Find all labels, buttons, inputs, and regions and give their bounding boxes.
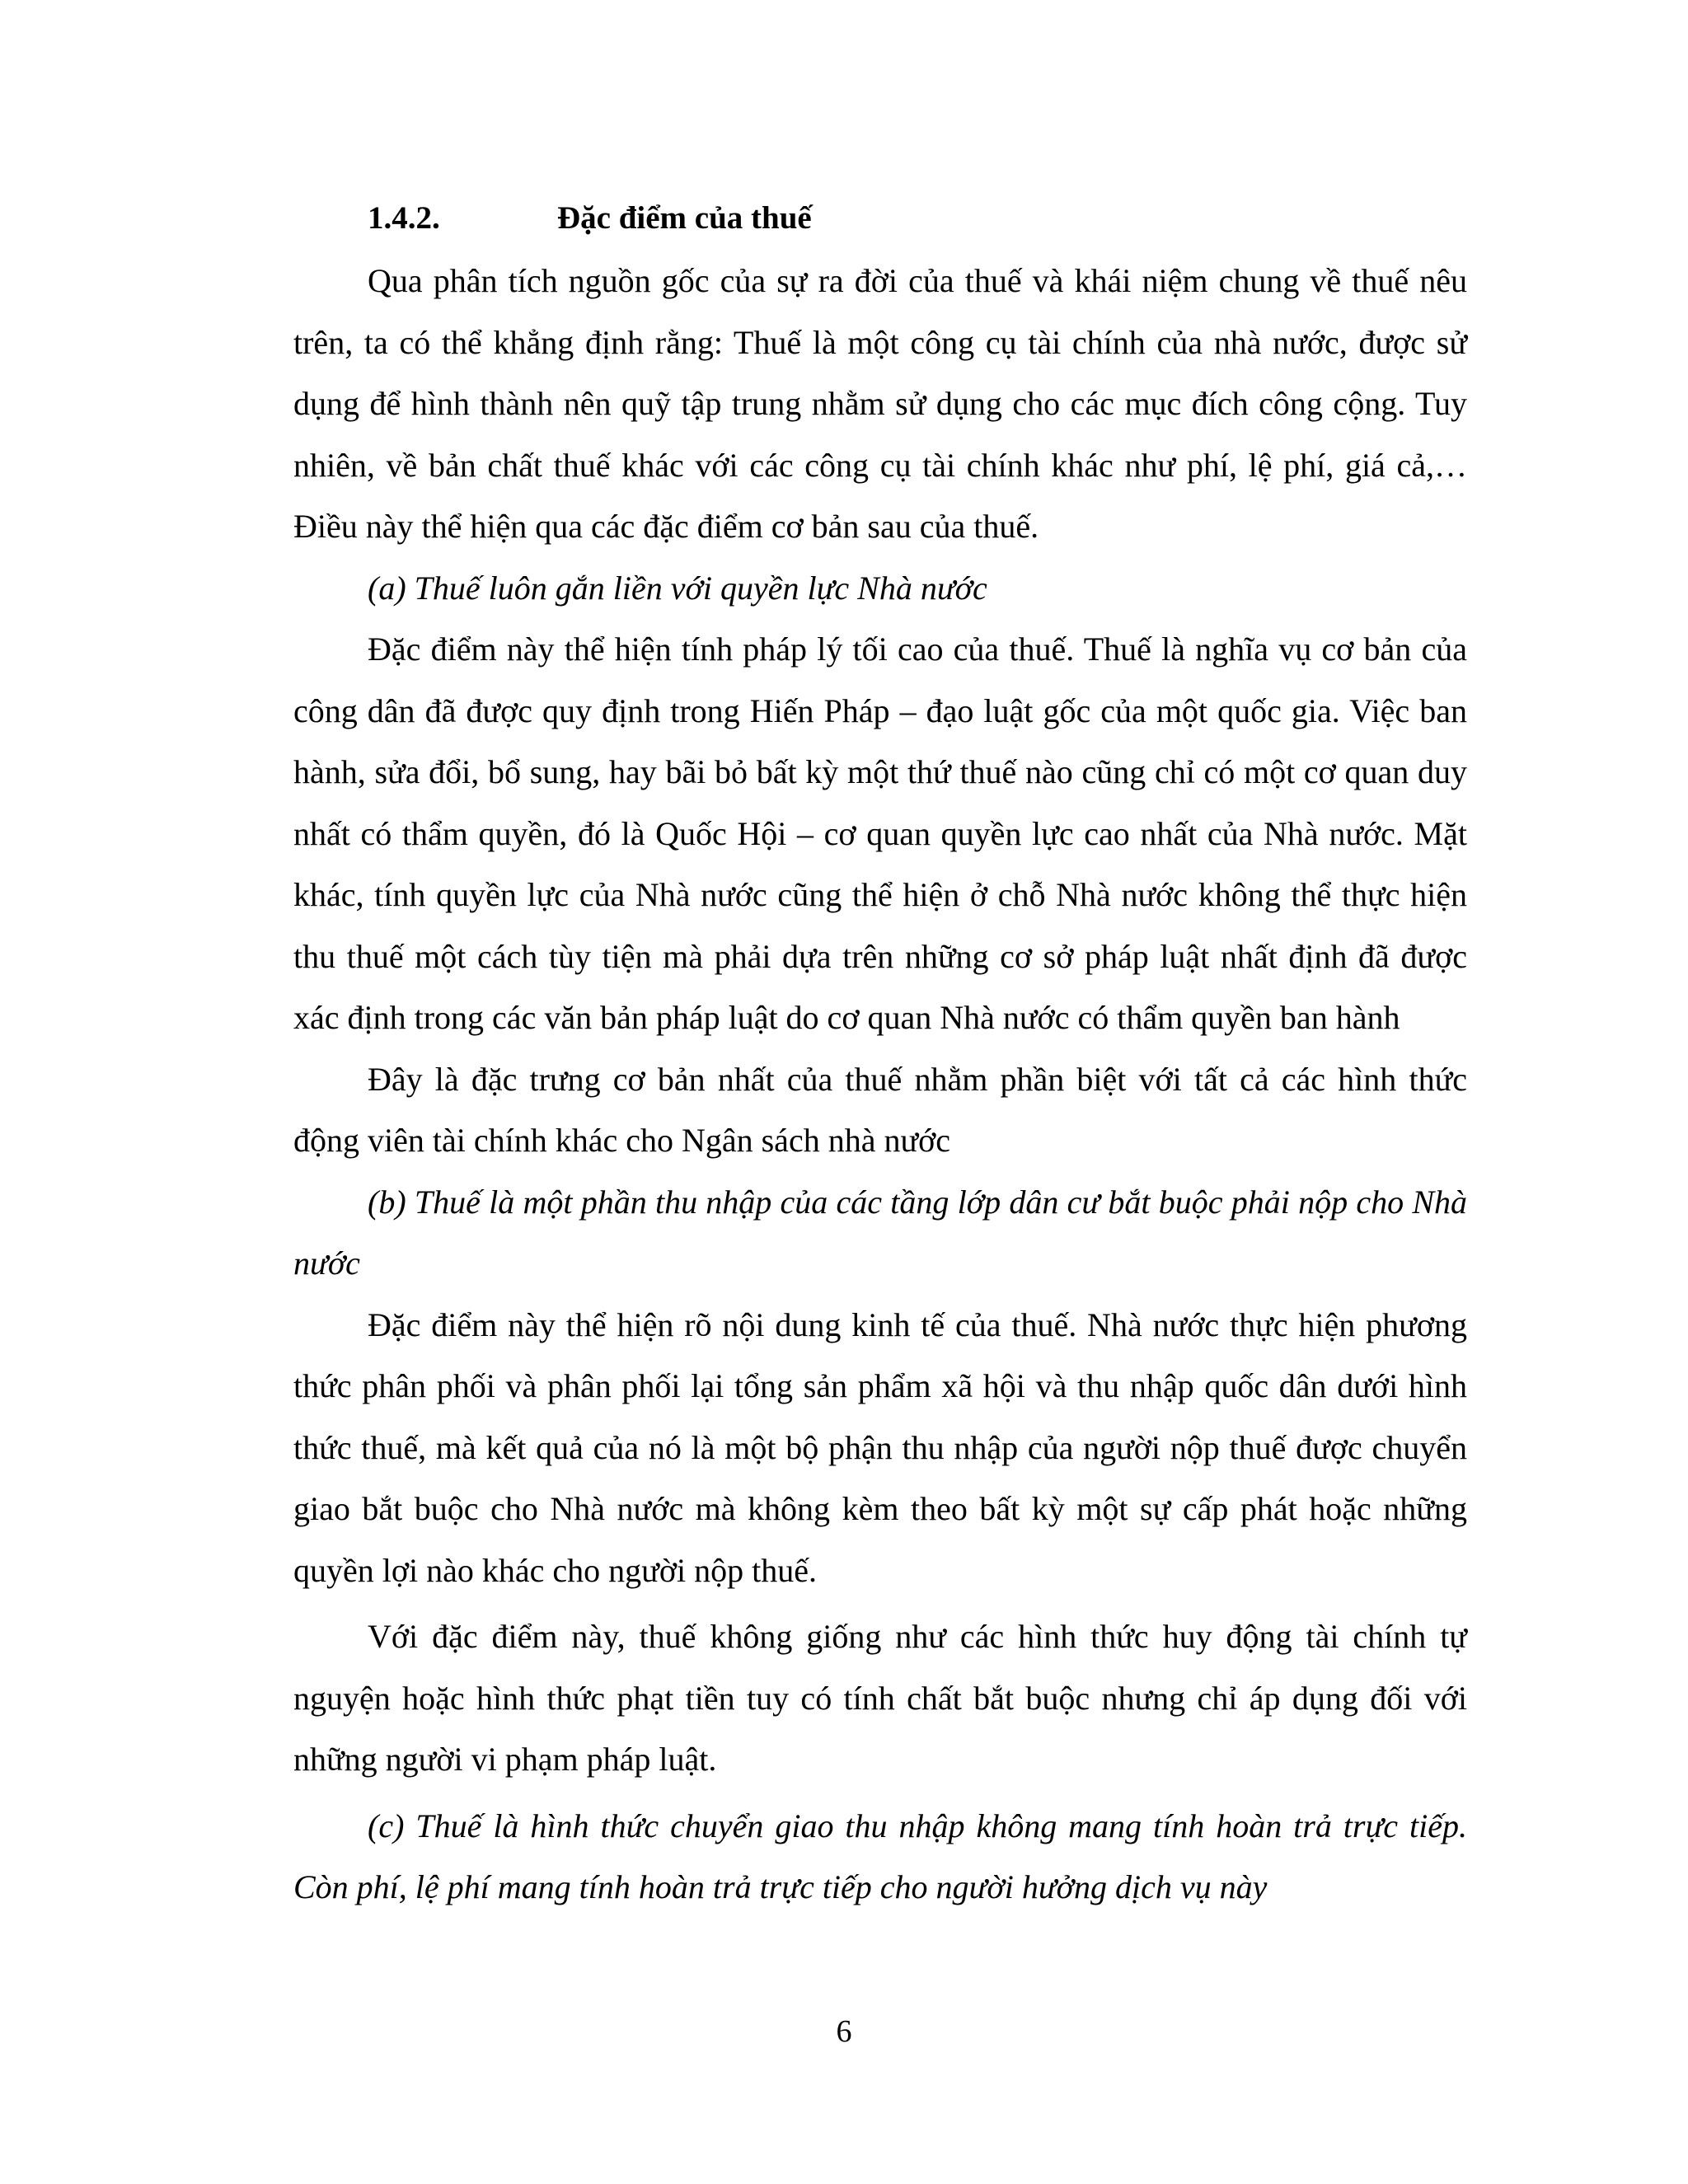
- paragraph-b-body: Đặc điểm này thể hiện rõ nội dung kinh tế của thuế. Nhà nước thực hiện phương thức phân phối và phân phối lại tổng sản phẩm xã hội và thu nhập quốc dân dưới hình thức thuế, mà kết quả của nó là một bộ phận thu nhập của người nộp thuế được chuyển giao bắt buộc cho Nhà nước mà không kèm theo bất kỳ một sự cấp phát hoặc những quyền lợi nào khác cho người nộp thuế.: [293, 1305, 1467, 1589]
- section-title: Đặc điểm của thuế: [557, 200, 812, 236]
- section-heading: [293, 190, 1467, 247]
- page-number: 6: [836, 2014, 852, 2049]
- subheading-a: (a) Thuế luôn gắn liền với quyền lực Nhà nước: [368, 569, 987, 607]
- paragraph-b-note: Với đặc điểm này, thuế không giống như các hình thức huy động tài chính tự nguyện hoặc hình thức phạt tiền tuy có tính chất bắt buộc nhưng chỉ áp dụng đối với những người vi phạm pháp luật.: [293, 1618, 1467, 1778]
- subheading-b: (b) Thuế là một phần thu nhập của các tầng lớp dân cư bắt buộc phải nộp cho Nhà nước: [293, 1183, 1467, 1282]
- paragraph-a-note: Đây là đặc trưng cơ bản nhất của thuế nhằm phần biệt với tất cả các hình thức động viên tài chính khác cho Ngân sách nhà nước: [293, 1060, 1467, 1159]
- subheading-c: (c) Thuế là hình thức chuyển giao thu nhập không mang tính hoàn trả trực tiếp. Còn phí, lệ phí mang tính hoàn trả trực tiếp cho người hưởng dịch vụ này: [293, 1807, 1467, 1905]
- paragraph-a-body: Đặc điểm này thể hiện tính pháp lý tối cao của thuế. Thuế là nghĩa vụ cơ bản của công dân đã được quy định trong Hiến Pháp – đạo luật gốc của một quốc gia. Việc ban hành, sửa đổi, bổ sung, hay bãi bỏ bất kỳ một thứ thuế nào cũng chỉ có một cơ quan duy nhất có thẩm quyền, đó là Quốc Hội – cơ quan quyền lực cao nhất của Nhà nước. Mặt khác, tính quyền lực của Nhà nước cũng thể hiện ở chỗ Nhà nước không thể thực hiện thu thuế một cách tùy tiện mà phải dựa trên những cơ sở pháp luật nhất định đã được xác định trong các văn bản pháp luật do cơ quan Nhà nước có thẩm quyền ban hành: [293, 630, 1467, 1036]
- paragraph-intro: Qua phân tích nguồn gốc của sự ra đời của thuế và khái niệm chung về thuế nêu trên, ta có thể khẳng định rằng: Thuế là một công cụ tài chính của nhà nước, được sử dụng để hình thành nên quỹ tập trung nhằm sử dụng cho các mục đích công cộng. Tuy nhiên, về bản chất thuế khác với các công cụ tài chính khác như phí, lệ phí, giá cả,…Điều này thể hiện qua các đặc điểm cơ bản sau của thuế.: [293, 262, 1467, 545]
- page-content: [293, 190, 1467, 1919]
- section-number: 1.4.2.: [368, 200, 440, 236]
